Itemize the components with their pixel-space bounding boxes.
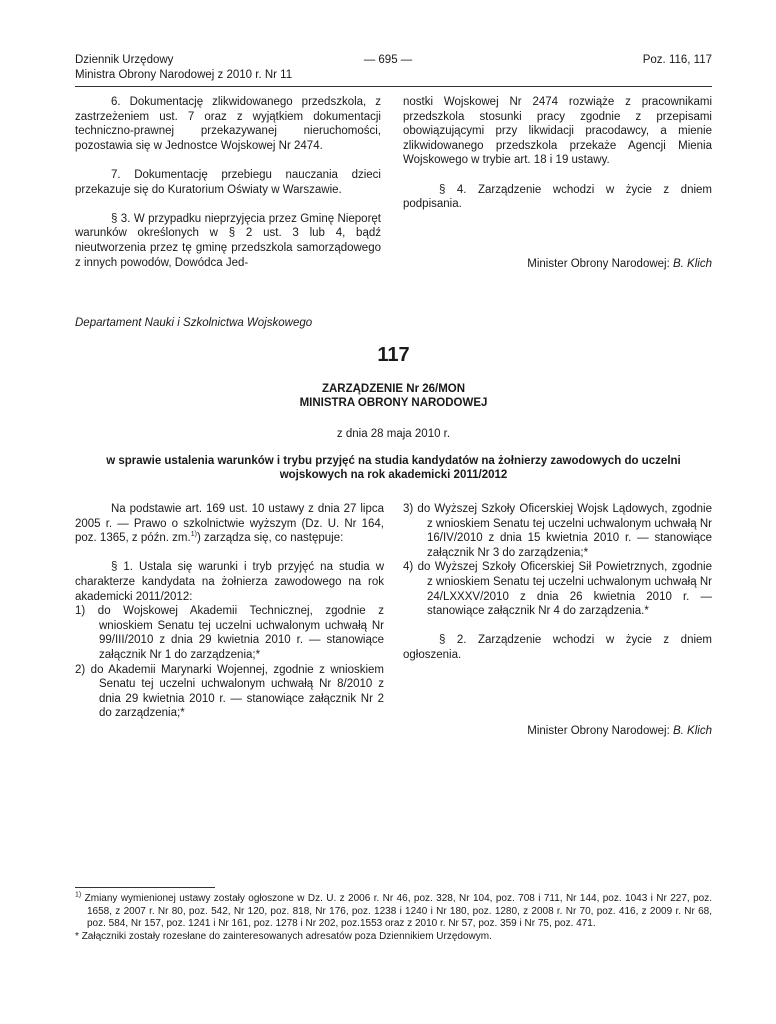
footnote-text: Zmiany wymienionej ustawy zostały ogłoszone w Dz. U. z 2006 r. Nr 46, poz. 328, Nr 104, poz. 708 i 711, Nr 144, poz. 1043 i Nr 227, poz. 1658, z 2007 r. Nr 80, poz. 542, Nr 120, poz. 818, Nr 176, poz. 1238 i 1240 i Nr 180, poz. 1280, z 2008 r. Nr 70, poz. 416, z 2009 r. Nr 68, poz. 584, Nr 157, poz. 1241 i Nr 161, poz. 1278 i Nr 202, poz.1553 oraz z 2010 r. Nr 57, poz. 359 i Nr 75, poz. 471. (84, 893, 713, 930)
footnote-mark: * (75, 930, 79, 942)
footnotes (75, 893, 712, 943)
footnote-mark: 1) (75, 891, 82, 899)
position-ref: Poz. 116, 117 (642, 54, 712, 66)
prev-left-column (75, 95, 381, 270)
list-item: 2) do Akademii Marynarki Wojennej, zgodnie z wnioskiem Senatu tej uczelni uchwalonym uchwałą Nr 8/2010 z dnia 29 kwietnia 2010 r. — stanowiące załącznik Nr 2 do zarządzenia;* (75, 663, 384, 720)
list-item: 4) do Wyższej Szkoły Oficerskiej Sił Powietrznych, zgodnie z wnioskiem Senatu tej uczelni uchwalonym uchwałą Nr 24/LXXXV/2010 z dnia 26 kwietnia 2010 r. — stanowiące załącznik Nr 4 do zarządzenia.* (403, 561, 712, 618)
document-date: z dnia 28 maja 2010 r. (336, 428, 451, 440)
paragraph: § 4. Zarządzenie wchodzi w życie z dniem podpisania. (403, 183, 712, 211)
signature-name: B. Klich (673, 725, 712, 737)
department-name: Departament Nauki i Szkolnictwa Wojskowego (75, 317, 313, 329)
journal-header (75, 53, 292, 83)
title-line: ZARZĄDZENIE Nr 26/MON (321, 383, 466, 395)
journal-title: Dziennik Urzędowy (75, 54, 174, 66)
paragraph: 6. Dokumentację zlikwidowanego przedszkola, z zastrzeżeniem ust. 7 oraz z wyjątkiem dokumentacji techniczno-prawnej przekazywanej nieruchomości, pozostawia się w Jednostce Wojskowej Nr 2474. (75, 96, 381, 152)
body-left-column (75, 502, 384, 721)
list-item: 1) do Wojskowej Akademii Technicznej, zgodnie z wnioskiem Senatu tej uczelni uchwalonym uchwałą Nr 99/III/2010 z dnia 29 kwietnia 2010 r. — stanowiące załącznik Nr 1 do zarządzenia;* (75, 605, 384, 661)
journal-issue: Ministra Obrony Narodowej z 2010 r. Nr 11 (75, 69, 293, 81)
footnote (75, 931, 712, 944)
list-item: 3) do Wyższej Szkoły Oficerskiej Wojsk Lądowych, zgodnie z wnioskiem Senatu tej uczelni uchwalonym uchwałą Nr 16/IV/2010 z dnia 15 kwietnia 2010 r. — stanowiące załącznik Nr 3 do zarządzenia;* (403, 503, 712, 559)
body-right-column (403, 502, 712, 663)
footnote (75, 893, 712, 931)
signature-block (403, 257, 712, 272)
preamble-text: Na podstawie art. 169 ust. 10 ustawy z dnia 27 lipca 2005 r. — Prawo o szkolnictwie wyższym (Dz. U. Nr 164, poz. 1365, z późn. zm. (75, 503, 384, 545)
item-number: 117 (377, 344, 410, 366)
document-title (75, 382, 712, 410)
footnote-text: Załączniki zostały rozesłane do zainteresowanych adresatów poza Dziennikiem Urzędowym. (81, 930, 492, 942)
footnote-ref: 1) (190, 531, 197, 539)
header-rule (75, 86, 712, 87)
footnote-rule (75, 887, 215, 888)
signature-name: B. Klich (673, 258, 712, 270)
paragraph: nostki Wojskowej Nr 2474 rozwiąże z pracownikami przedszkola stosunki pracy zgodnie z przepisami obowiązującymi przy likwidacji pracodawcy, a mienie zlikwidowanego przedszkola przekaże Agencji Mienia Wojskowego w trybie art. 18 i 19 ustawy. (403, 96, 712, 167)
section-1: § 1. Ustala się warunki i tryb przyjęć na studia w charakterze kandydata na żołnierza zawodowego na rok akademicki 2011/2012: (75, 561, 384, 603)
signature-role: Minister Obrony Narodowej: (527, 725, 670, 737)
preamble (75, 502, 384, 546)
signature-block (403, 724, 712, 739)
paragraph: § 3. W przypadku nieprzyjęcia przez Gminę Nieporęt warunków określonych w § 2 ust. 3 lub 4, bądź nieutworzenia przez tę gminę przedszkola samorządowego z innych powodów, Dowódca Jed- (75, 212, 381, 269)
section-2: § 2. Zarządzenie wchodzi w życie z dniem ogłoszenia. (403, 634, 712, 661)
document-subject: w sprawie ustalenia warunków i trybu przyjęć na studia kandydatów na żołnierzy zawodowych do uczelni wojskowych na rok akademicki 2011/2012 (106, 455, 681, 482)
preamble-text-end: ) zarządza się, co następuje: (196, 532, 344, 545)
prev-right-column (403, 95, 712, 212)
title-line: MINISTRA OBRONY NARODOWEJ (299, 397, 488, 409)
paragraph: 7. Dokumentację przebiegu nauczania dzieci przekazuje się do Kuratorium Oświaty w Warszawie. (75, 168, 381, 196)
page-number: — 695 — (363, 54, 413, 66)
signature-role: Minister Obrony Narodowej: (527, 258, 670, 270)
